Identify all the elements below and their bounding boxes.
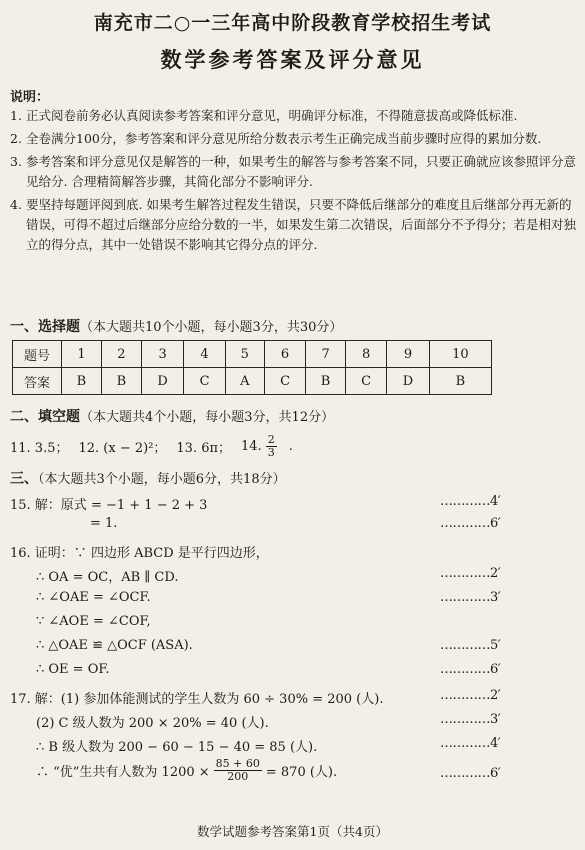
note-text: 参考答案和评分意见仅是解答的一种，如果考生的解答与参考答案不同，只要正确就应该参照评分意见给分. 合理精简解答步骤，其简化部分不影响评分. [26, 154, 577, 189]
solution-line: ∴ OA = OC，AB ∥ CD. [36, 570, 179, 585]
answer-14-end: . [288, 439, 293, 454]
section3-title: 三、 [10, 471, 38, 487]
fraction-numerator: 85 + 60 [215, 757, 260, 770]
section2-title: 二、填空题 [10, 409, 80, 425]
answer-cell: B [306, 368, 346, 395]
score-mark: …………3′ [440, 590, 501, 605]
score-mark: …………3′ [440, 712, 501, 727]
question-number: 8 [346, 341, 387, 368]
solution-line: (2) C 级人数为 200 × 20% = 40 (人). [36, 716, 269, 731]
page-subtitle: 数学参考答案及评分意见 [160, 47, 425, 72]
solution-line: ∵ ∠AOE = ∠COF, [36, 614, 151, 629]
answer-cell: A [225, 368, 264, 395]
note-item [10, 106, 578, 126]
section2-desc: （本大题共4个小题，每小题3分，共12分） [80, 410, 335, 425]
solution-fraction [214, 758, 262, 783]
note-number: 3. [10, 154, 22, 169]
solution-line: ∴ △OAE ≌ △OCF (ASA). [36, 638, 193, 653]
note-text: 要坚持每题评阅到底. 如果考生解答过程发生错误，只要不降低后继部分的难度且后继部分再无新的错误，可得不超过后继部分应给分数的一半，如果发生第二次错误，后面部分不予得分；若是相对独立的得分点，其中一处错误不影响其它得分点的评分. [26, 197, 577, 252]
answer-12: 12. (x − 2)²； [78, 441, 167, 456]
page-footer: 数学试题参考答案第1页（共4页） [197, 824, 388, 839]
note-text: 全卷满分100分，参考答案和评分意见所给分数表示考生正确完成当前步骤时应得的累加分数. [26, 131, 542, 146]
answer-cell: B [429, 368, 491, 395]
notes-list [10, 106, 578, 258]
note-item [10, 195, 578, 255]
section1-title: 一、选择题 [10, 319, 80, 335]
score-mark: …………6′ [440, 516, 501, 531]
answer-cell: B [62, 368, 102, 395]
answer-cell: B [101, 368, 141, 395]
score-mark: …………5′ [440, 638, 501, 653]
solution-line: ∴ OE = OF. [36, 662, 110, 677]
table-row [13, 368, 492, 395]
question-number: 9 [387, 341, 430, 368]
answer-14-label: 14. [241, 439, 262, 454]
note-number: 4. [10, 197, 22, 212]
answer-cell: D [141, 368, 184, 395]
note-number: 1. [10, 108, 22, 123]
section1-heading [10, 316, 342, 336]
solution-suffix: = 870 (人). [265, 765, 338, 780]
score-mark: …………4′ [440, 494, 501, 509]
solution-line: = 1. [90, 516, 118, 531]
answer-14-fraction [266, 434, 287, 459]
fraction-denominator: 3 [267, 446, 275, 459]
question-number: 2 [101, 341, 141, 368]
question-number: 6 [264, 341, 305, 368]
solution-line: 17. 解：(1) 参加体能测试的学生人数为 60 ÷ 30% = 200 (人). [10, 692, 384, 707]
section1-desc: （本大题共10个小题，每小题3分，共30分） [80, 320, 343, 335]
note-item [10, 152, 578, 192]
note-number: 2. [10, 131, 22, 146]
solution-line: 15. 解：原式 = −1 + 1 − 2 + 3 [10, 498, 208, 513]
page-title: 南充市二○一三年高中阶段教育学校招生考试 [93, 12, 492, 34]
question-number: 1 [62, 341, 102, 368]
solution-prefix: ∴ “优”生共有人数为 1200 × [36, 765, 210, 780]
notes-heading: 说明： [10, 90, 50, 105]
question-number: 5 [225, 341, 264, 368]
score-mark: …………6′ [440, 662, 501, 677]
solution-line: 16. 证明：∵ 四边形 ABCD 是平行四边形， [10, 546, 269, 561]
answer-13: 13. 6π； [176, 441, 232, 456]
answer-11: 11. 3.5； [10, 441, 69, 456]
table-row [13, 341, 492, 368]
solution-line: ∴ ∠OAE = ∠OCF. [36, 590, 151, 605]
row-label-answer: 答案 [13, 368, 62, 395]
answer-cell: C [184, 368, 225, 395]
score-mark: …………6′ [440, 766, 501, 781]
row-label-number: 题号 [13, 341, 62, 368]
section3-heading [10, 468, 286, 488]
section2-heading [10, 406, 334, 426]
note-text: 正式阅卷前务必认真阅读参考答案和评分意见，明确评分标准，不得随意拔高或降低标准. [26, 108, 518, 123]
answer-cell: D [387, 368, 430, 395]
question-number: 7 [306, 341, 346, 368]
score-mark: …………4′ [440, 736, 501, 751]
answer-cell: C [264, 368, 305, 395]
fraction-denominator: 200 [227, 770, 249, 783]
answer-table [12, 340, 492, 395]
score-mark: …………2′ [440, 566, 501, 581]
solution-line: ∴ B 级人数为 200 − 60 − 15 − 40 = 85 (人). [36, 740, 318, 755]
note-item [10, 129, 578, 149]
question-number: 4 [184, 341, 225, 368]
section3-desc: （本大题共3个小题，每小题6分，共18分） [38, 472, 286, 487]
fraction-numerator: 2 [267, 433, 275, 446]
question-number: 3 [141, 341, 184, 368]
score-mark: …………2′ [440, 688, 501, 703]
fill-answers [10, 434, 303, 459]
question-number: 10 [429, 341, 491, 368]
solution-line-fraction [36, 758, 337, 783]
answer-cell: C [346, 368, 387, 395]
